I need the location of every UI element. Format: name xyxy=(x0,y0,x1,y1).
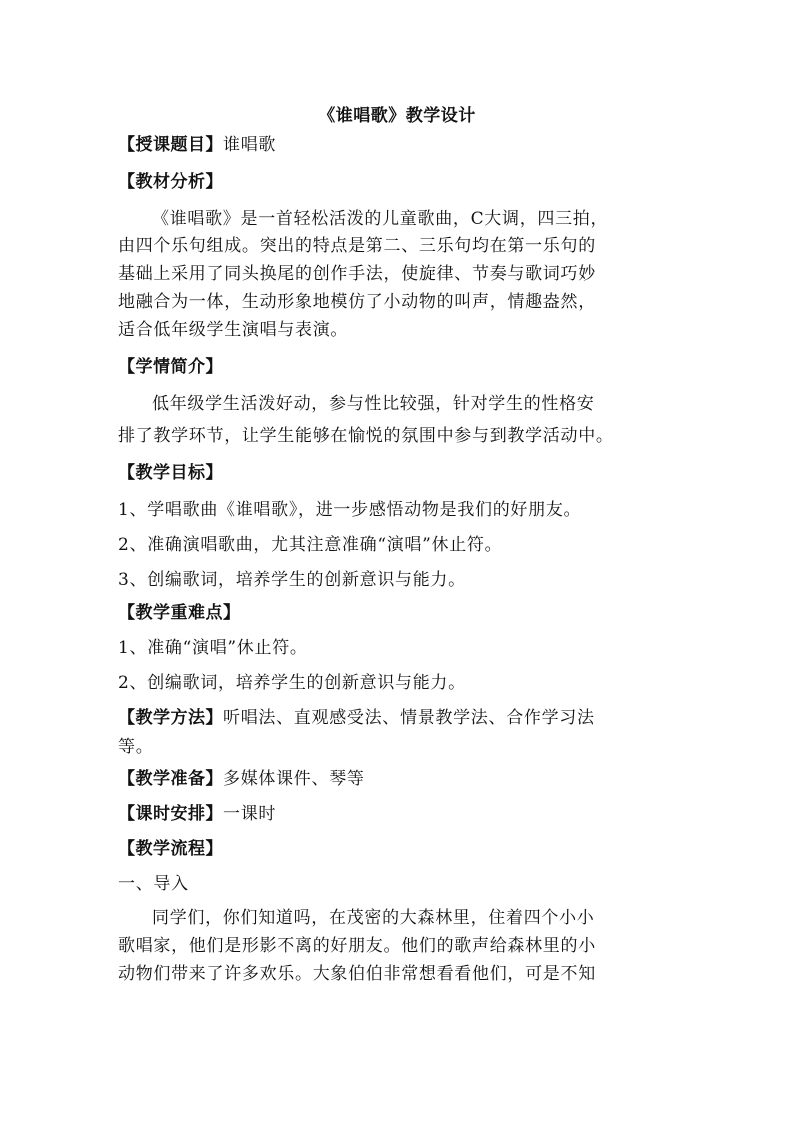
goals-label: 【教学目标】 xyxy=(118,463,223,483)
students-label: 【学情简介】 xyxy=(118,357,223,377)
material-line: 由四个乐句组成。突出的特点是第二、三乐句均在第一乐句的 xyxy=(118,236,596,256)
topic-label: 【授课题目】 xyxy=(118,135,223,155)
goal-item: 1、学唱歌曲《谁唱歌》，进一步感悟动物是我们的好朋友。 xyxy=(118,500,582,520)
process-line: 歌唱家，他们是形影不离的好朋友。他们的歌声给森林里的小 xyxy=(118,936,596,956)
schedule-row xyxy=(118,802,276,826)
methods-continuation: 等。 xyxy=(118,737,154,757)
schedule-value: 一课时 xyxy=(223,804,277,824)
process-step-title: 一、导入 xyxy=(118,874,189,894)
preparation-value: 多媒体课件、琴等 xyxy=(223,769,365,789)
key-point-item: 1、准确“演唱”休止符。 xyxy=(118,638,308,658)
topic-value: 谁唱歌 xyxy=(223,135,277,155)
students-line: 低年级学生活泼好动，参与性比较强，针对学生的性格安 xyxy=(152,394,595,414)
material-label: 【教材分析】 xyxy=(118,172,223,192)
topic-row xyxy=(118,133,276,157)
goal-item: 2、准确演唱歌曲，尤其注意准确“演唱”休止符。 xyxy=(118,535,503,555)
key-points-label: 【教学重难点】 xyxy=(118,603,241,623)
preparation-label: 【教学准备】 xyxy=(118,769,223,789)
material-line: 适合低年级学生演唱与表演。 xyxy=(118,320,349,340)
process-line: 同学们，你们知道吗，在茂密的大森林里，住着四个小小 xyxy=(152,908,595,928)
methods-label: 【教学方法】 xyxy=(118,708,223,728)
methods-value: 听唱法、直观感受法、情景教学法、合作学习法 xyxy=(223,708,595,728)
document-title: 《谁唱歌》教学设计 xyxy=(318,106,476,126)
students-line: 排了教学环节，让学生能够在愉悦的氛围中参与到教学活动中。 xyxy=(118,426,614,446)
material-line: 地融合为一体，生动形象地模仿了小动物的叫声，情趣盎然， xyxy=(118,292,596,312)
preparation-row xyxy=(118,767,365,791)
material-line: 《谁唱歌》是一首轻松活泼的儿童歌曲，C大调，四三拍， xyxy=(152,209,609,229)
key-point-item: 2、创编歌词，培养学生的创新意识与能力。 xyxy=(118,673,466,693)
methods-row xyxy=(118,706,595,730)
material-line: 基础上采用了同头换尾的创作手法，使旋律、节奏与歌词巧妙 xyxy=(118,264,596,284)
goal-item: 3、创编歌词，培养学生的创新意识与能力。 xyxy=(118,570,466,590)
schedule-label: 【课时安排】 xyxy=(118,804,223,824)
process-line: 动物们带来了许多欢乐。大象伯伯非常想看看他们，可是不知 xyxy=(118,964,596,984)
process-label: 【教学流程】 xyxy=(118,839,223,859)
